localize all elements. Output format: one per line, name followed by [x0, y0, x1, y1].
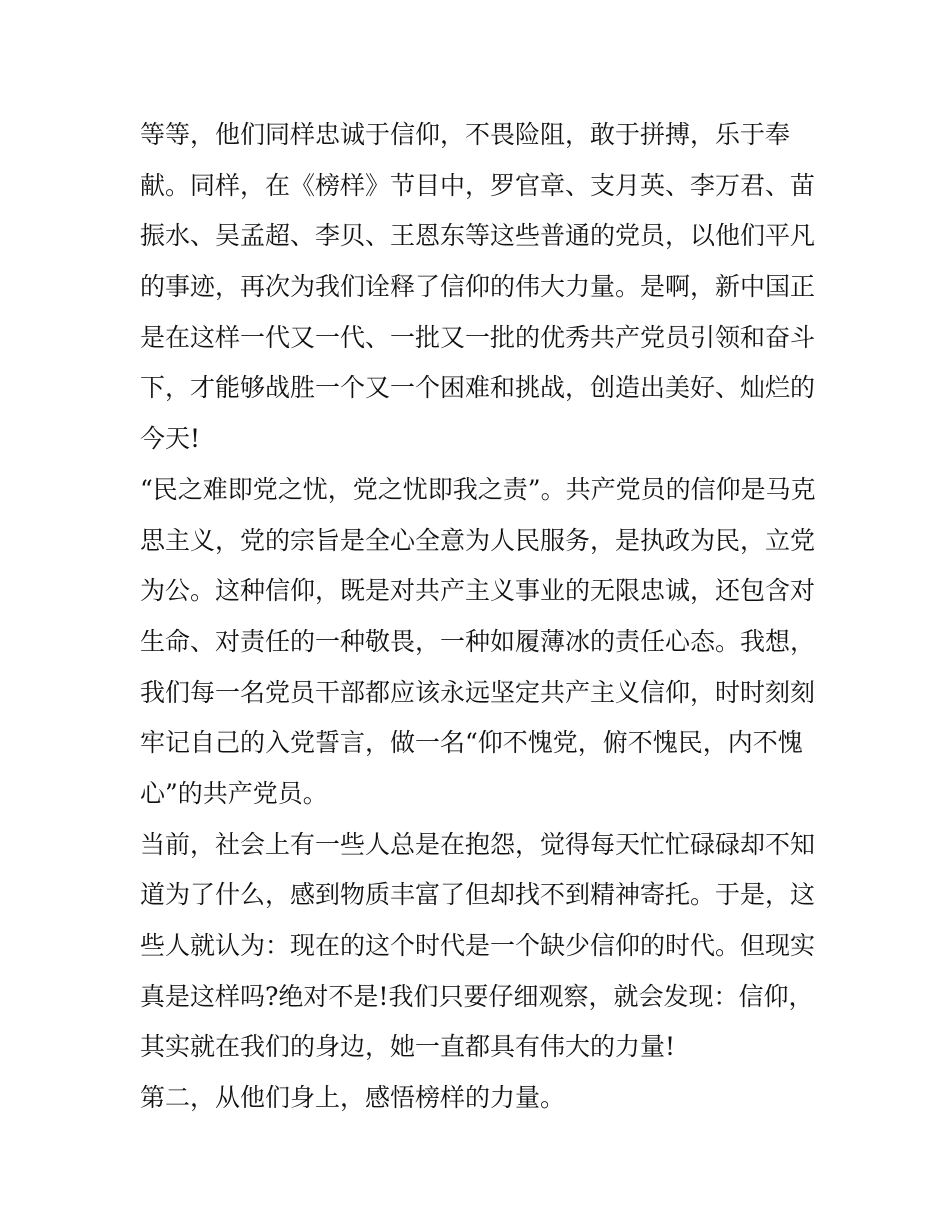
text-line: 振水、吴孟超、李贝、王恩东等这些普通的党员，以他们平凡	[140, 221, 816, 251]
text-line: 下，才能够战胜一个又一个困难和挑战，创造出美好、灿烂的	[140, 373, 816, 403]
text-line: 当前，社会上有一些人总是在抱怨，觉得每天忙忙碌碌却不知	[140, 829, 816, 859]
text-line: 献。同样，在《榜样》节目中，罗官章、支月英、李万君、苗	[140, 170, 816, 200]
text-line: 的事迹，再次为我们诠释了信仰的伟大力量。是啊，新中国正	[140, 272, 816, 302]
text-line: 真是这样吗?绝对不是!我们只要仔细观察，就会发现：信仰，	[140, 981, 814, 1011]
text-line: 是在这样一代又一代、一批又一批的优秀共产党员引领和奋斗	[140, 322, 816, 352]
text-line: 等等，他们同样忠诚于信仰，不畏险阻，敢于拼搏，乐于奉	[140, 120, 791, 149]
text-line: 其实就在我们的身边，她一直都具有伟大的力量!	[140, 1032, 676, 1062]
text-line: 些人就认为：现在的这个时代是一个缺少信仰的时代。但现实	[140, 931, 816, 960]
text-line: 我们每一名党员干部都应该永远坚定共产主义信仰，时时刻刻	[140, 677, 816, 707]
text-line: 心”的共产党员。	[140, 778, 328, 808]
text-line: 思主义，党的宗旨是全心全意为人民服务，是执政为民，立党	[140, 525, 816, 555]
text-line: 第二，从他们身上，感悟榜样的力量。	[140, 1083, 566, 1113]
text-line: 今天!	[140, 424, 201, 454]
body-text	[140, 110, 820, 1124]
text-line: 为公。这种信仰，既是对共产主义事业的无限忠诚，还包含对	[140, 576, 816, 606]
text-line: 牢记自己的入党誓言，做一名“仰不愧党，俯不愧民，内不愧	[140, 728, 803, 758]
text-line: “民之难即党之忧，党之忧即我之责”。共产党员的信仰是马克	[140, 474, 816, 504]
text-line: 生命、对责任的一种敬畏，一种如履薄冰的责任心态。我想，	[140, 626, 816, 656]
text-line: 道为了什么，感到物质丰富了但却找不到精神寄托。于是，这	[140, 880, 816, 910]
